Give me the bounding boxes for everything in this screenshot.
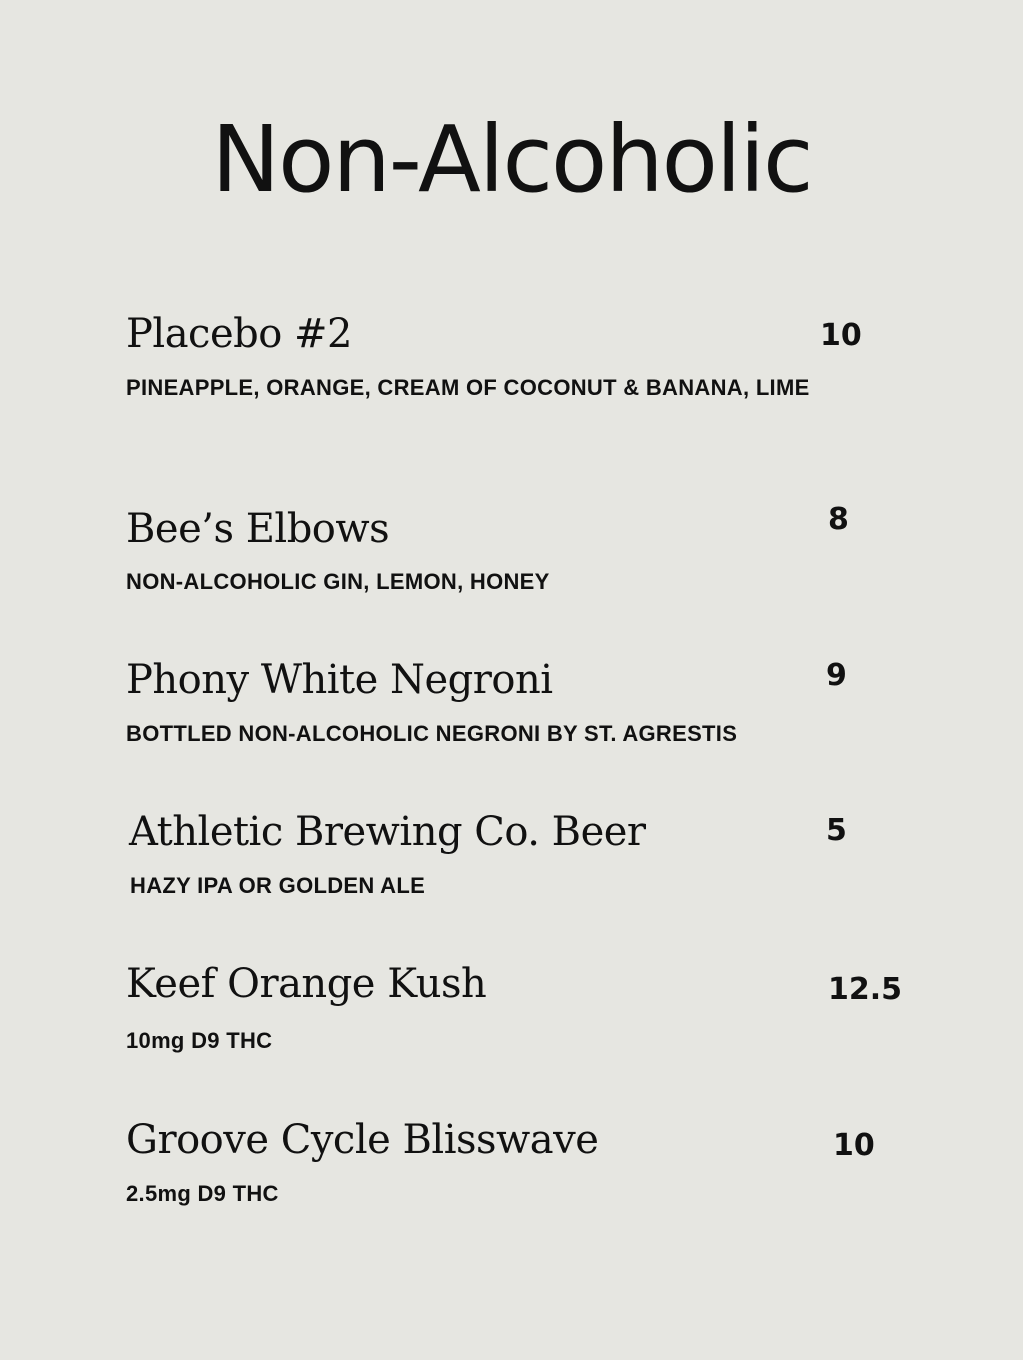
menu-title: Non-Alcoholic	[211, 106, 812, 213]
item-name: Groove Cycle Blisswave	[126, 1117, 599, 1163]
item-price: 12.5	[828, 972, 903, 1007]
item-price: 10	[820, 318, 862, 353]
item-description: HAZY IPA OR GOLDEN ALE	[130, 873, 426, 898]
item-price: 10	[833, 1128, 875, 1163]
item-description: PINEAPPLE, ORANGE, CREAM OF COCONUT & BANANA, LIME	[126, 375, 810, 400]
item-price: 8	[828, 502, 849, 537]
item-name: Keef Orange Kush	[126, 961, 487, 1007]
item-description: BOTTLED NON-ALCOHOLIC NEGRONI BY ST. AGRESTIS	[126, 721, 738, 746]
item-name: Bee’s Elbows	[126, 506, 390, 552]
item-price: 9	[826, 658, 847, 693]
item-description: NON-ALCOHOLIC GIN, LEMON, HONEY	[126, 569, 550, 594]
item-name: Phony White Negroni	[126, 657, 553, 703]
item-description: 10mg D9 THC	[126, 1028, 273, 1053]
item-price: 5	[826, 813, 847, 848]
item-name: Placebo #2	[126, 311, 352, 357]
item-name: Athletic Brewing Co. Beer	[129, 809, 646, 855]
item-description: 2.5mg D9 THC	[126, 1181, 279, 1206]
